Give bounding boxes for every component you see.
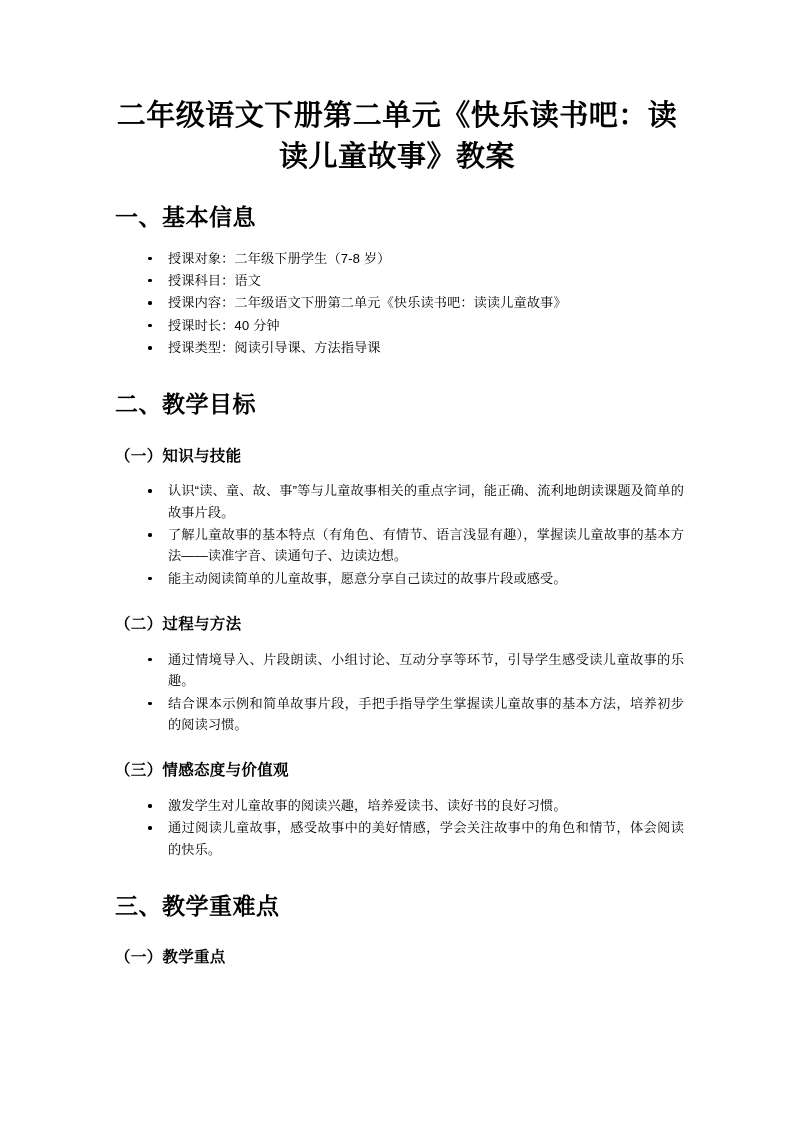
subsection-heading-emotion-values: （三）情感态度与价值观 [115,762,289,780]
section-heading-basic-info: 一、基本信息 [115,205,256,231]
list-item: 结合课本示例和简单故事片段，手把手指导学生掌握读儿童故事的基本方法，培养初步的阅读习惯。 [168,693,684,736]
page-title: 二年级语文下册第二单元《快乐读书吧：读读儿童故事》教案 [116,100,678,174]
basic-info-list [0,235,794,359]
list-item: 授课科目：语文 [168,270,684,291]
list-item: 能主动阅读简单的儿童故事，愿意分享自己读过的故事片段或感受。 [168,568,684,589]
section-heading-key-difficult-points: 三、教学重难点 [115,894,280,920]
list-item: 通过阅读儿童故事，感受故事中的美好情感，学会关注故事中的角色和情节，体会阅读的快乐。 [168,817,684,860]
list-item: 认识“读、童、故、事”等与儿童故事相关的重点字词，能正确、流利地朗读课题及简单的故事片段。 [168,480,684,523]
list-item: 激发学生对儿童故事的阅读兴趣，培养爱读书、读好书的良好习惯。 [168,795,684,816]
subsection-heading-knowledge-skills: （一）知识与技能 [115,447,242,465]
section-heading-teaching-goals: 二、教学目标 [115,392,256,418]
list-item: 授课内容：二年级语文下册第二单元《快乐读书吧：读读儿童故事》 [168,292,684,313]
subsection-heading-process-methods: （二）过程与方法 [115,616,242,634]
process-methods-list [0,636,794,736]
list-item: 授课类型：阅读引导课、方法指导课 [168,337,684,358]
emotion-values-list [0,782,794,860]
list-item: 授课时长：40 分钟 [168,315,684,336]
list-item: 通过情境导入、片段朗读、小组讨论、互动分享等环节，引导学生感受读儿童故事的乐趣。 [168,649,684,692]
list-item: 授课对象：二年级下册学生（7-8 岁） [168,248,684,269]
list-item: 了解儿童故事的基本特点（有角色、有情节、语言浅显有趣），掌握读儿童故事的基本方法——读准字音、读通句子、边读边想。 [168,524,684,567]
subsection-heading-key-points: （一）教学重点 [115,949,226,967]
knowledge-skills-list [0,467,794,589]
